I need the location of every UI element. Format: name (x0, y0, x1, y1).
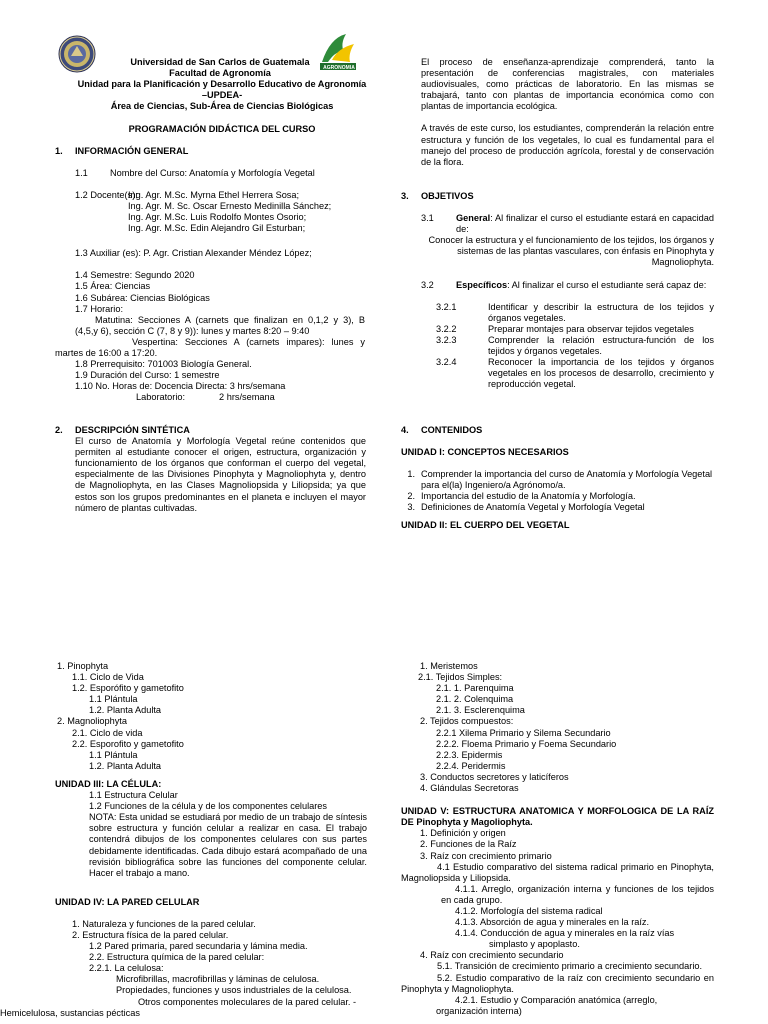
list-item: 4.1.3. Absorción de agua y minerales en la raíz. (455, 917, 650, 928)
unit-4-list (0, 918, 367, 1019)
list-item: 2.2.4. Peridermis (436, 760, 506, 771)
list-item: Preparar montajes para observar tejidos vegetales (488, 323, 694, 334)
list-item: 2.1. Tejidos Simples: (418, 672, 503, 683)
unit-heading (52, 79, 392, 112)
course-name: Nombre del Curso: Anatomía y Morfología Vegetal (110, 168, 315, 179)
list-item: 4. Raíz con crecimiento secundario (420, 950, 564, 961)
item-number: 3.1 (421, 213, 434, 224)
list-item: 1.2. Esporófito y gametofito (72, 683, 184, 694)
section-heading: DESCRIPCIÓN SINTÉTICA (75, 425, 190, 435)
list-item: Reconocer la importancia de los tejidos y órganos vegetales en los procesos de desarrollo, crecimiento y reproducción vegetal. (488, 357, 714, 390)
list-item: 2. Tejidos compuestos: (420, 716, 514, 727)
unit-1-heading: UNIDAD I: CONCEPTOS NECESARIOS (401, 447, 569, 458)
list-item: 2.2. Esporofito y gametofito (72, 738, 184, 749)
university-name: Universidad de San Carlos de Guatemala (130, 57, 310, 67)
docentes-list (128, 190, 331, 234)
horas: 1.10 No. Horas de: Docencia Directa: 3 hrs/semana (75, 381, 286, 392)
lab-value: 2 hrs/semana (219, 392, 275, 403)
list-item: 1. Pinophyta (57, 661, 109, 671)
especificos-list (401, 302, 714, 391)
list-item: 4.1.4. Conducción de agua y minerales en la raíz vías (455, 928, 675, 939)
list-item: 4.2.1. Estudio y Comparación anatómica (arreglo, (455, 994, 658, 1005)
list-item: 1.2. Planta Adulta (89, 760, 162, 771)
list-item: Microfibrillas, macrofibrillas y láminas de celulosa. (116, 974, 320, 985)
general-label: General (456, 213, 491, 224)
unit-2-content-continued (401, 661, 714, 1017)
list-item: 1.1 Estructura Celular (89, 790, 178, 801)
list-item: 4.1.2. Morfología del sistema radical (455, 905, 603, 916)
section-number: 4. (401, 425, 409, 435)
unit-name: Unidad para la Planificación y Desarrollo Educativo de Agronomía (77, 79, 367, 89)
description-text: El curso de Anatomía y Morfología Vegetal reúne contenidos que permiten al estudiante conocer el origen, estructura, organización y funcionamiento de los órganos que conforman el cuerpo del vegetal, especialmente de las Divisiones Pinophyta y Magnoliophyta y, dentro de Magnoliophyta, en las Clases Magnoliopsida y Liliopsida; ya que estos son los grupos predominantes en el planeta e incluyen el mayor número de plantas cultivadas. (75, 436, 366, 513)
general-line-2: Conocer la estructura y el funcionamiento de los tejidos, los órganos y (428, 235, 714, 246)
list-item: 2.2.1 Xilema Primario y Silema Secundario (436, 727, 611, 738)
item-number: 2. (407, 491, 415, 502)
right-intro (421, 57, 714, 168)
section-number: 3. (401, 191, 409, 201)
unit-3-heading: UNIDAD III: LA CÉLULA: (55, 778, 162, 789)
especificos-text: : Al finalizar el curso el estudiante será capaz de: (507, 279, 707, 290)
area-name: Área de Ciencias, Sub-Área de Ciencias Biológicas (110, 101, 334, 112)
list-item: 2.1. 1. Parenquima (436, 683, 514, 694)
list-item: 1. Meristemos (420, 661, 478, 671)
section-descripcion (55, 425, 366, 514)
unit-4-heading: UNIDAD IV: LA PARED CELULAR (55, 896, 200, 907)
section-heading: CONTENIDOS (421, 425, 483, 435)
list-item: 4. Glándulas Secretoras (420, 783, 519, 794)
unit-acronym: –UPDEA- (201, 90, 243, 101)
area: 1.5 Área: Ciencias (75, 281, 151, 292)
docentes-block (55, 190, 365, 234)
especificos-label: Específicos (456, 279, 508, 290)
unit-2-content (0, 661, 367, 1019)
docente-item: Ing. Agr. M.Sc. Edin Alejandro Gil Esturban; (128, 223, 306, 234)
auxiliar: 1.3 Auxiliar (es): P. Agr. Cristian Alexander Méndez López; (75, 248, 312, 259)
prerrequisito: 1.8 Prerrequisito: 701003 Biología General. (75, 359, 252, 370)
list-item: 4.1 Estudio comparativo del sistema radical primario en Pinophyta, Magnoliopsida y Liliopsida. (401, 861, 714, 883)
item-number: 3.2.1 (436, 301, 457, 312)
general-info-list (55, 270, 365, 314)
section-contenidos (401, 425, 714, 531)
list-item: Definiciones de Anatomía Vegetal y Morfología Vegetal (421, 502, 645, 513)
horario-label: 1.7 Horario: (75, 303, 124, 314)
list-item: 2.2.1. La celulosa: (89, 963, 164, 974)
horario-matutina: Matutina: Secciones A (carnets que finalizan en 0,1,2 y 3), B (4,5,y 6), sección C (7, 8 y 9)): lunes y martes 8:20 – 9:40 (75, 314, 365, 336)
item-number: 1.1 (75, 168, 88, 179)
list-item: 2. Funciones de la Raíz (420, 839, 517, 850)
list-item: 5.1. Transición de crecimiento primario a crecimiento secundario. (437, 961, 703, 972)
section-informacion-general (55, 146, 365, 404)
list-item: 1.1 Plántula (89, 694, 138, 705)
unit-3-note: NOTA: Esta unidad se estudiará por medio de un trabajo de síntesis sobre estructura y función celular a realizar en casa. El trabajo contendrá dibujos de los componentes celulares con sus partes debidamente identificadas. Cada dibujo estará acompañado de una revisión bibliográfica sobre las funciones del componente celular. Hacer el trabajo a mano. (89, 812, 367, 878)
list-item: 3. Conductos secretores y laticíferos (420, 771, 569, 782)
general-text: : Al finalizar el curso el estudiante estará en capacidad de: (456, 213, 714, 235)
general-info-list-2 (55, 359, 365, 403)
item-number: 3.2.2 (436, 323, 457, 334)
general-line-3: sistemas de las plantas vasculares, con énfasis en Pinophyta y Magnoliophyta. (457, 246, 714, 268)
docente-item: Ing. Agr. M. Sc. Oscar Ernesto Medinilla Sánchez; (128, 201, 332, 212)
list-item: 2.1. 2. Colenquima (436, 694, 514, 705)
unit-5-heading: UNIDAD V: ESTRUCTURA ANATOMICA Y MORFOLOGICA DE LA RAÍZ DE Pinophyta y Magoliophyta. (401, 806, 714, 828)
duracion: 1.9 Duración del Curso: 1 semestre (75, 370, 220, 381)
list-item: 2. Magnoliophyta (57, 716, 127, 727)
document-header (100, 57, 340, 79)
semestre: 1.4 Semestre: Segundo 2020 (75, 270, 195, 281)
list-item: 3. Raíz con crecimiento primario (420, 850, 552, 861)
docente-item: Ing. Agr. M.Sc. Myrna Ethel Herrera Sosa; (128, 190, 300, 201)
list-item: 1.2 Pared primaria, pared secundaria y lámina media. (89, 941, 308, 952)
list-item: Identificar y describir la estructura de los tejidos y órganos vegetales. (488, 301, 714, 323)
list-item: Propiedades, funciones y usos industriales de la celulosa. (116, 985, 352, 996)
section-objetivos (401, 191, 714, 390)
list-item: 2.2.3. Epidermis (436, 749, 503, 760)
page-title: PROGRAMACIÓN DIDÁCTICA DEL CURSO (128, 124, 316, 134)
list-item: Importancia del estudio de la Anatomía y Morfología. (421, 491, 636, 502)
section-heading: INFORMACIÓN GENERAL (75, 146, 189, 156)
list-item: simplasto y apoplasto. (489, 939, 580, 950)
list-item: 2.2.2. Floema Primario y Foema Secundario (436, 738, 617, 749)
unit-2-heading: UNIDAD II: EL CUERPO DEL VEGETAL (401, 519, 570, 530)
list-item: 1. Naturaleza y funciones de la pared celular. (72, 918, 256, 929)
item-number: 3.2 (421, 279, 434, 290)
list-item: organización interna) (436, 1005, 522, 1016)
item-number: 1. (407, 469, 415, 480)
item-number: 3.2.4 (436, 357, 457, 368)
section-number: 1. (55, 146, 63, 156)
university-seal-icon (58, 34, 96, 74)
intro-paragraph-1: El proceso de enseñanza-aprendizaje comprenderá, tanto la presentación de conferencias magistrales, con materiales audiovisuales, como prácticas de laboratorio. En las mismas se trabajará, tanto con plantas de importancia económica como con plantas de importancia ecológica. (421, 57, 714, 112)
list-item: 2.2. Estructura química de la pared celular: (89, 952, 265, 963)
subarea: 1.6 Subárea: Ciencias Biológicas (75, 292, 210, 303)
logo-label: AGRONOMIA (323, 65, 355, 71)
section-heading: OBJETIVOS (421, 191, 474, 201)
list-item: Hemicelulosa, sustancias pécticas (0, 1007, 140, 1018)
intro-paragraph-2: A través de este curso, los estudiantes, comprenderán la relación entre estructura y función de los vegetales, lo cual es fundamental para el manejo del proceso de producción agrícola, forestal y de conservación de la flora. (421, 123, 714, 167)
list-item: Comprender la relación estructura-función de los tejidos y órganos vegetales. (488, 334, 714, 357)
docente-item: Ing. Agr. M.Sc. Luis Rodolfo Montes Osorio; (128, 212, 307, 223)
list-item: 1.2 Funciones de la célula y de los componentes celulares (89, 801, 327, 812)
section-number: 2. (55, 425, 63, 435)
list-item: 5.2. Estudio comparativo de la raíz con crecimiento secundario en Pinophyta y Magnoliophyta. (401, 972, 714, 994)
lab-label: Laboratorio: (136, 392, 186, 403)
list-item: 2.1. Ciclo de vida (72, 727, 143, 738)
list-item: 1.2. Planta Adulta (89, 705, 162, 716)
docentes-label: 1.2 Docente(s): (75, 190, 138, 201)
faculty-name: Facultad de Agronomía (169, 68, 271, 79)
list-item: 4.1.1. Arreglo, organización interna y funciones de los tejidos en cada grupo. (441, 883, 714, 905)
horario-vespertina: Vespertina: Secciones A (carnets impares): lunes y martes de 16:00 a 17:20. (55, 336, 365, 359)
list-item: Otros componentes moleculares de la pared celular. - (138, 996, 357, 1007)
list-item: 1.1 Plántula (89, 749, 138, 760)
item-number: 3.2.3 (436, 334, 457, 345)
list-item: 1.1. Ciclo de Vida (72, 672, 144, 683)
list-item: Comprender la importancia del curso de Anatomía y Morfología Vegetal para el(la) Ingeniero/a Agrónomo/a. (421, 469, 713, 491)
list-item: 2.1. 3. Esclerenquima (436, 705, 525, 716)
list-item: 2. Estructura física de la pared celular. (72, 929, 229, 940)
unit-1-list (401, 469, 714, 513)
list-item: 1. Definición y origen (420, 828, 506, 839)
item-number: 3. (407, 502, 415, 513)
